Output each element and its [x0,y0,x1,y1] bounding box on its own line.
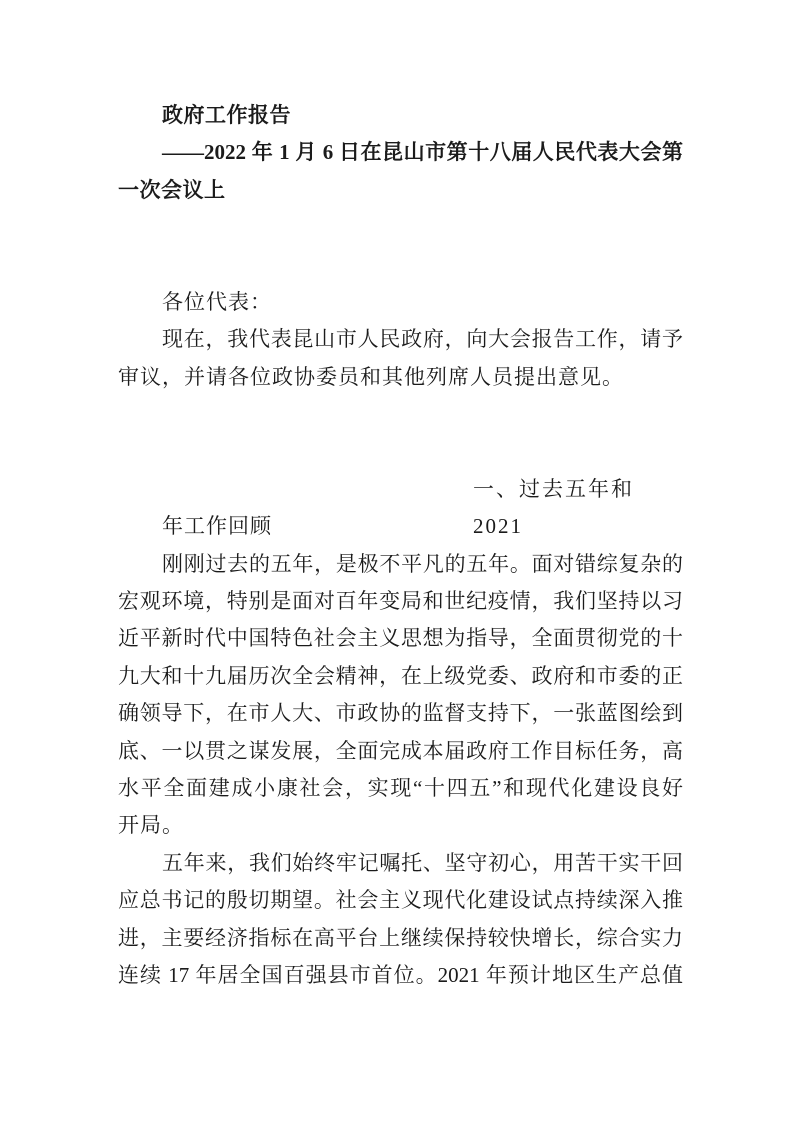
section-heading-line: 年工作回顾 [162,514,272,539]
report-title: 政府工作报告 [162,103,291,127]
paragraph-line: 水平全面建成小康社会，实现“十四五”和现代化建设良好 [118,776,683,801]
paragraph-line: 应总书记的殷切期望。社会主义现代化建设试点持续深入推 [118,888,683,913]
salutation-line: 各位代表： [162,289,272,314]
paragraph-line: 近平新时代中国特色社会主义思想为指导，全面贯彻党的十 [118,626,683,651]
paragraph-line: 确领导下，在市人大、市政协的监督支持下，一张蓝图绘到 [118,701,683,726]
paragraph-line: 五年来，我们始终牢记嘱托、坚守初心，用苦干实干回 [162,850,683,875]
paragraph-line: 开局。 [118,813,184,838]
blank-line [118,209,683,246]
paragraph-line: 连续 17 年居全国百强县市首位。2021 年预计地区生产总值 [118,962,683,987]
paragraph-line: 进，主要经济指标在高平台上继续保持较快增长，综合实力 [118,925,683,950]
blank-line [118,396,683,433]
report-subtitle-line: 一次会议上 [118,177,226,202]
document-text [118,97,683,994]
paragraph-line: 现在，我代表昆山市人民政府，向大会报告工作，请予 [162,327,683,352]
paragraph-line: 刚刚过去的五年，是极不平凡的五年。面对错综复杂的 [162,551,683,576]
paragraph-line: 底、一以贯之谋发展，全面完成本届政府工作目标任务，高 [118,738,683,763]
paragraph-line: 审议，并请各位政协委员和其他列席人员提出意见。 [118,364,624,389]
blank-line [118,434,683,471]
report-subtitle-line: ——2022 年 1 月 6 日在昆山市第十八届人民代表大会第 [162,140,683,165]
section-heading-line: 一、过去五年和 2021 [473,476,634,539]
paragraph-line: 九大和十九届历次全会精神，在上级党委、政府和市委的正 [118,663,683,688]
paragraph-line: 宏观环境，特别是面对百年变局和世纪疫情，我们坚持以习 [118,589,683,614]
blank-line [118,247,683,284]
